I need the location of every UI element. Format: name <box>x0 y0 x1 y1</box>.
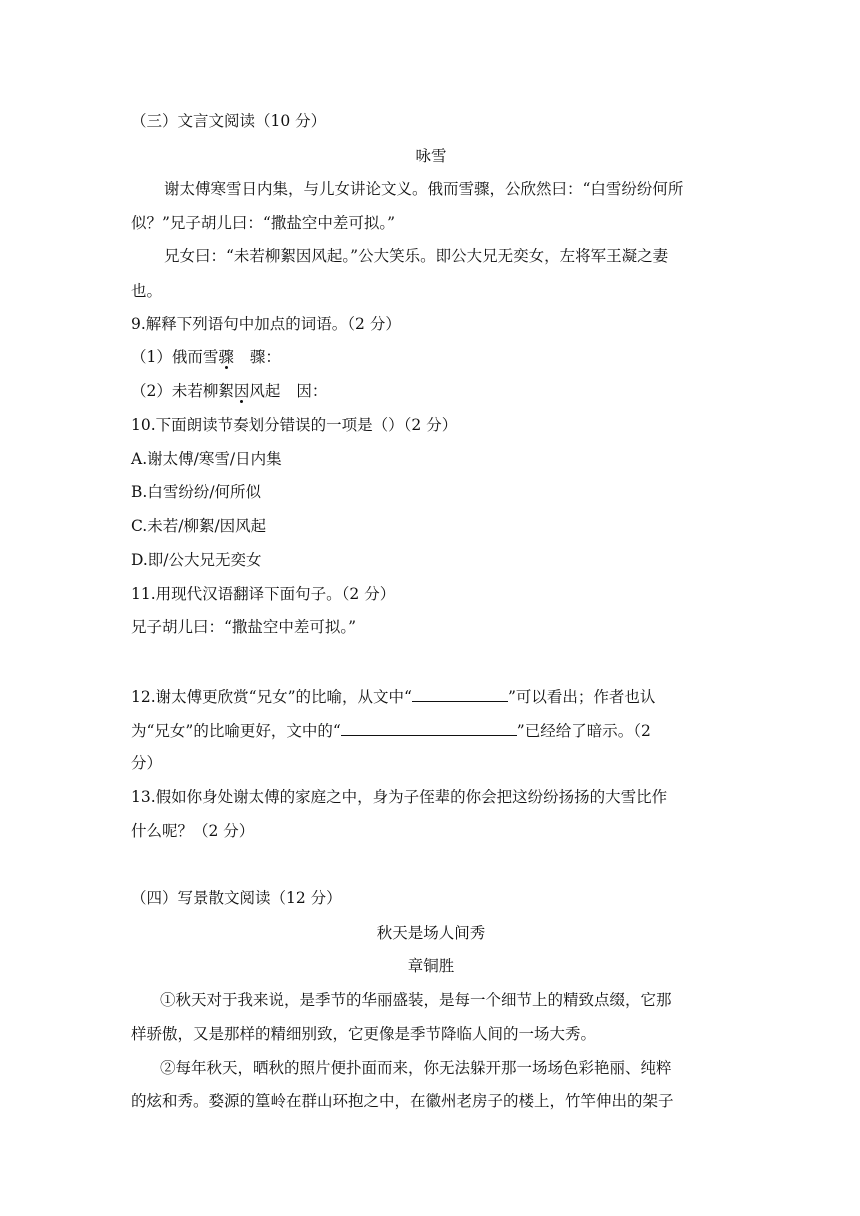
question-13-line2: 什么呢？（2 分） <box>131 822 255 840</box>
q9-1-dotted-char: 骤 <box>218 348 234 366</box>
passage-para2-line1: 兄女曰：“未若柳絮因风起。”公大笑乐。即公大兄无奕女，左将军王凝之妻 <box>164 247 669 265</box>
question-9: 9.解释下列语句中加点的词语。（2 分） <box>131 315 401 333</box>
option-a: A.谢太傅/寒雪/日内集 <box>131 450 282 468</box>
essay-para1-line1: ①秋天对于我来说，是季节的华丽盛装，是每一个细节上的精致点缀，它那 <box>160 991 672 1009</box>
option-b: B.白雪纷纷/何所似 <box>131 483 262 501</box>
passage-para1-line2: 似？”兄子胡儿曰：“撒盐空中差可拟。” <box>131 214 396 232</box>
question-13-line1: 13.假如你身处谢太傅的家庭之中，身为子侄辈的你会把这纷纷扬扬的大雪比作 <box>131 788 668 806</box>
essay-para2-line2: 的炫和秀。婺源的篁岭在群山环抱之中，在徽州老房子的楼上，竹竿伸出的架子 <box>131 1092 674 1110</box>
q9-1-answer-label: 骤： <box>249 348 281 366</box>
section3-heading: （三）文言文阅读（10 分） <box>131 112 327 130</box>
question-11: 11.用现代汉语翻译下面句子。（2 分） <box>131 585 396 603</box>
q9-2-prefix: （2）未若柳絮 <box>131 382 234 400</box>
option-c: C.未若/柳絮/因风起 <box>131 517 267 535</box>
question-9-item1 <box>131 346 731 368</box>
section3-title: 咏雪 <box>415 147 447 165</box>
question-12-line2 <box>131 719 731 741</box>
q9-2-answer-label: 因： <box>296 382 328 400</box>
q12-text-4: ”已经给了暗示。（2 <box>516 722 651 740</box>
question-11-sentence: 兄子胡儿曰：“撒盐空中差可拟。” <box>131 618 357 636</box>
question-12-line3: 分） <box>131 754 163 772</box>
essay-para2-line1: ②每年秋天，晒秋的照片便扑面而来，你无法躲开那一场场色彩艳丽、纯粹 <box>160 1059 672 1077</box>
question-10: 10.下面朗读节奏划分错误的一项是（）（2 分） <box>131 416 458 434</box>
option-d: D.即/公大兄无奕女 <box>131 551 262 569</box>
section4-author: 章铜胜 <box>407 957 455 975</box>
q12-blank-1[interactable] <box>412 685 508 702</box>
question-9-item2 <box>131 380 731 402</box>
section4-heading: （四）写景散文阅读（12 分） <box>131 889 342 907</box>
q9-2-mid: 风起 <box>249 382 281 400</box>
passage-para1-line1: 谢太傅寒雪日内集，与儿女讲论文义。俄而雪骤，公欣然曰：“白雪纷纷何所 <box>164 180 684 198</box>
q9-1-prefix: （1）俄而雪 <box>131 348 219 366</box>
passage-para2-line2: 也。 <box>131 282 163 300</box>
essay-para1-line2: 样骄傲，又是那样的精细别致，它更像是季节降临人间的一场大秀。 <box>131 1025 597 1043</box>
q12-text-1: 12.谢太傅更欣赏“兄女”的比喻，从文中“ <box>131 688 412 706</box>
question-12-line1 <box>131 685 731 707</box>
section4-title: 秋天是场人间秀 <box>376 924 486 942</box>
q12-blank-2[interactable] <box>341 719 517 736</box>
q12-text-3: 为“兄女”的比喻更好，文中的“ <box>131 722 341 740</box>
q9-2-dotted-char: 因 <box>233 382 250 400</box>
q12-text-2: ”可以看出；作者也认 <box>507 688 656 706</box>
